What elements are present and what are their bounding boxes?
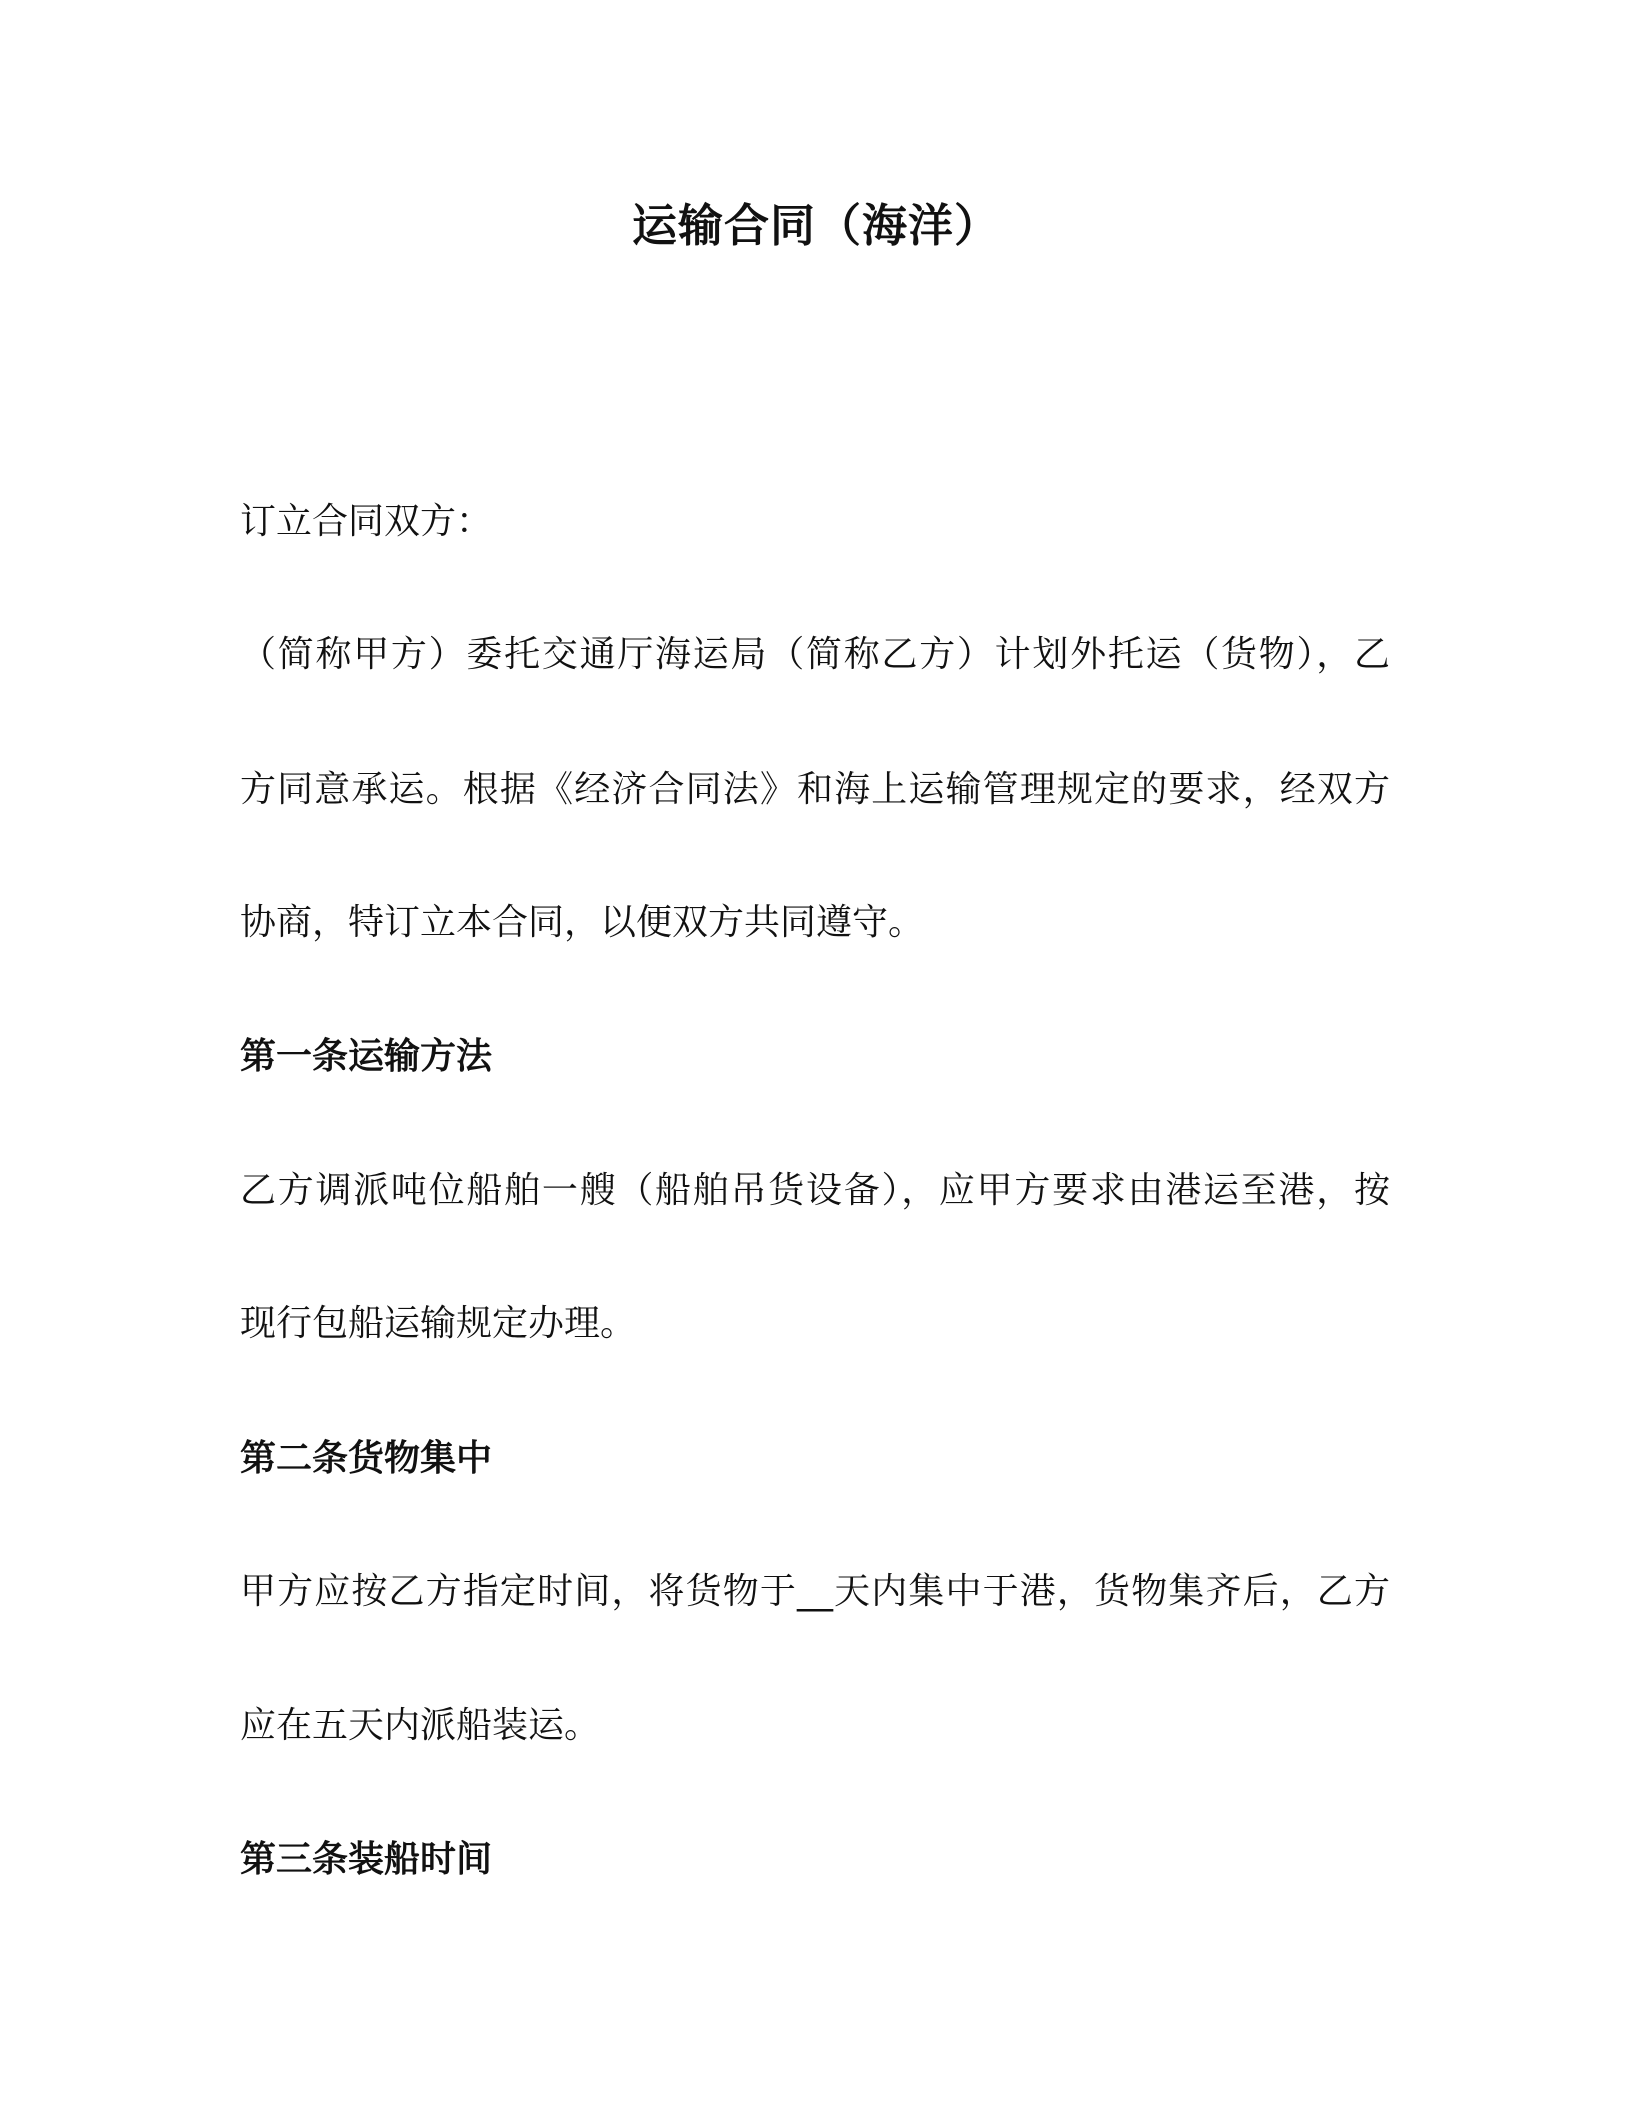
article-1-line-1: 乙方调派吨位船舶一艘（船舶吊货设备），应甲方要求由港运至港，按 [240, 1170, 1390, 1211]
page-title: 运输合同（海洋） [631, 199, 1000, 252]
intro-line-3: 协商，特订立本合同，以便双方共同遵守。 [240, 902, 925, 943]
article-1-line-2: 现行包船运输规定办理。 [240, 1303, 637, 1344]
parties-label: 订立合同双方： [240, 501, 493, 542]
article-2-heading: 第二条货物集中 [240, 1438, 493, 1479]
article-1-heading: 第一条运输方法 [240, 1036, 493, 1077]
intro-line-2: 方同意承运。根据《经济合同法》和海上运输管理规定的要求，经双方 [240, 769, 1390, 810]
intro-line-1: （简称甲方）委托交通厅海运局（简称乙方）计划外托运（货物），乙 [240, 634, 1390, 675]
article-2-line-1: 甲方应按乙方指定时间，将货物于__天内集中于港，货物集齐后，乙方 [240, 1571, 1390, 1612]
article-2-line-2: 应在五天内派船装运。 [240, 1705, 601, 1746]
article-3-heading: 第三条装船时间 [240, 1839, 493, 1880]
